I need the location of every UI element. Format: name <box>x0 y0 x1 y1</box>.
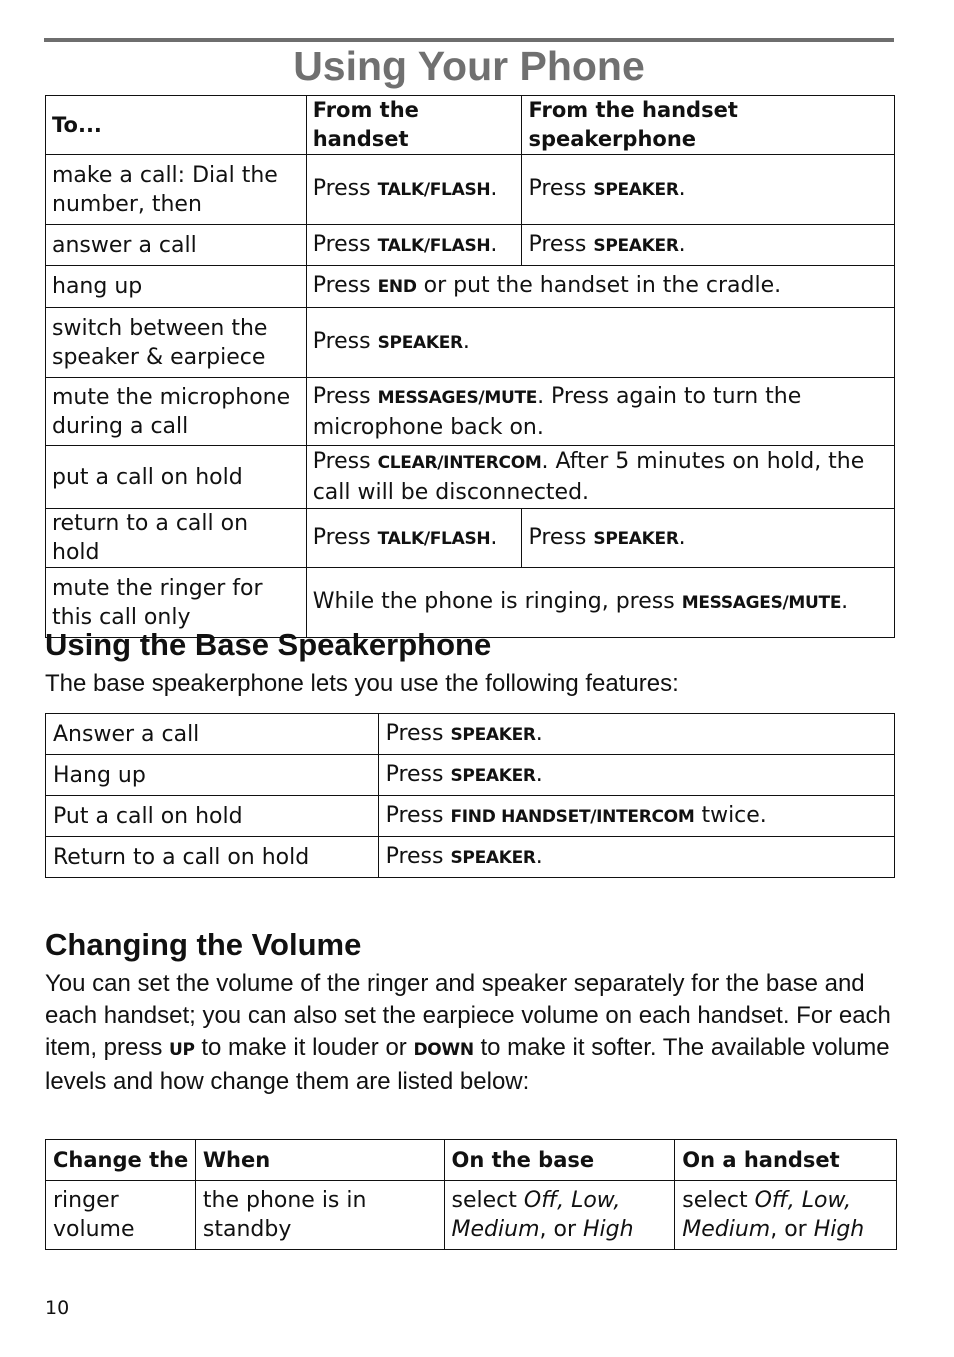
task-cell: mute the ringer for this call only <box>46 568 307 638</box>
action-cell: Press SPEAKER. <box>306 308 894 378</box>
table-row <box>46 509 895 568</box>
key-label: MESSAGES/MUTE <box>681 593 842 613</box>
key-label: TALK/FLASH <box>377 528 491 549</box>
key-label: SPEAKER <box>450 847 536 868</box>
table-row <box>46 796 895 837</box>
volume-table <box>45 1139 897 1250</box>
table-row <box>46 1181 897 1250</box>
volume-heading: Changing the Volume <box>45 927 362 962</box>
table-row <box>46 155 895 225</box>
table-row <box>46 837 895 878</box>
task-cell: hang up <box>46 266 307 308</box>
base-speakerphone-table <box>45 713 895 878</box>
task-cell: Return to a call on hold <box>46 837 379 878</box>
key-label: TALK/FLASH <box>377 235 491 256</box>
action-cell: Press SPEAKER. <box>378 714 894 755</box>
key-label: TALK/FLASH <box>377 180 491 200</box>
task-cell: mute the microphone during a call <box>46 378 307 446</box>
task-cell: put a call on hold <box>46 446 307 509</box>
action-cell: Press SPEAKER. <box>378 837 894 878</box>
volume-description: You can set the volume of the ringer and speaker separately for the base and each handset; you can also set the earpiece volume on each handset. For each item, press UP to make it louder or DOWN to make it softer. The available volume levels and how change them are listed below: <box>45 970 891 1095</box>
action-cell: Press CLEAR/INTERCOM. After 5 minutes on hold, the call will be disconnected. <box>306 446 894 509</box>
key-label: CLEAR/INTERCOM <box>377 453 542 473</box>
key-label: UP <box>169 1040 195 1060</box>
action-cell: Press FIND HANDSET/INTERCOM twice. <box>378 796 894 837</box>
page-title: Using Your Phone <box>293 43 645 89</box>
base-speakerphone-intro: The base speakerphone lets you use the following features: <box>45 670 679 697</box>
table-row <box>46 308 895 378</box>
task-cell: return to a call on hold <box>46 509 307 568</box>
header-change-the: Change the <box>46 1140 196 1181</box>
speaker-cell: Press SPEAKER. <box>522 225 895 266</box>
key-label: SPEAKER <box>450 765 536 786</box>
header-from-handset: From the handset <box>306 96 522 155</box>
table-row <box>46 378 895 446</box>
base-cell: select Off, Low, Medium, or High <box>444 1181 675 1250</box>
phone-actions-table <box>45 95 895 638</box>
header-on-the-base: On the base <box>444 1140 675 1181</box>
action-cell: Press SPEAKER. <box>378 755 894 796</box>
key-label: SPEAKER <box>593 180 679 200</box>
key-label: MESSAGES/MUTE <box>377 387 538 408</box>
header-on-a-handset: On a handset <box>675 1140 897 1181</box>
action-cell: Press MESSAGES/MUTE. Press again to turn the microphone back on. <box>306 378 894 446</box>
handset-cell: Press TALK/FLASH. <box>306 155 522 225</box>
table-header-row <box>46 1140 897 1181</box>
action-cell: Press END or put the handset in the cradle. <box>306 266 894 308</box>
task-cell: Put a call on hold <box>46 796 379 837</box>
header-when: When <box>195 1140 444 1181</box>
change-cell: ringer volume <box>46 1181 196 1250</box>
key-label: SPEAKER <box>377 333 463 353</box>
speaker-cell: Press SPEAKER. <box>522 509 895 568</box>
table-row <box>46 266 895 308</box>
handset-cell: select Off, Low, Medium, or High <box>675 1181 897 1250</box>
key-label: DOWN <box>413 1040 474 1060</box>
key-label: SPEAKER <box>593 235 679 256</box>
key-label: END <box>377 277 417 297</box>
header-from-speakerphone: From the handset speakerphone <box>522 96 895 155</box>
action-cell: While the phone is ringing, press MESSAGES/MUTE. <box>306 568 894 638</box>
table-row <box>46 755 895 796</box>
when-cell: the phone is in standby <box>195 1181 444 1250</box>
page-number: 10 <box>45 1297 70 1319</box>
table-row <box>46 714 895 755</box>
table-row <box>46 225 895 266</box>
table-header-row <box>46 96 895 155</box>
task-cell: answer a call <box>46 225 307 266</box>
key-label: FIND HANDSET/INTERCOM <box>450 806 695 827</box>
task-cell: Hang up <box>46 755 379 796</box>
base-speakerphone-heading: Using the Base Speakerphone <box>45 627 492 662</box>
key-label: SPEAKER <box>450 724 536 745</box>
key-label: SPEAKER <box>593 528 679 549</box>
task-cell: make a call: Dial the number, then <box>46 155 307 225</box>
table-row <box>46 446 895 509</box>
speaker-cell: Press SPEAKER. <box>522 155 895 225</box>
task-cell: Answer a call <box>46 714 379 755</box>
task-cell: switch between the speaker & earpiece <box>46 308 307 378</box>
handset-cell: Press TALK/FLASH. <box>306 509 522 568</box>
handset-cell: Press TALK/FLASH. <box>306 225 522 266</box>
header-to: To... <box>46 96 307 155</box>
